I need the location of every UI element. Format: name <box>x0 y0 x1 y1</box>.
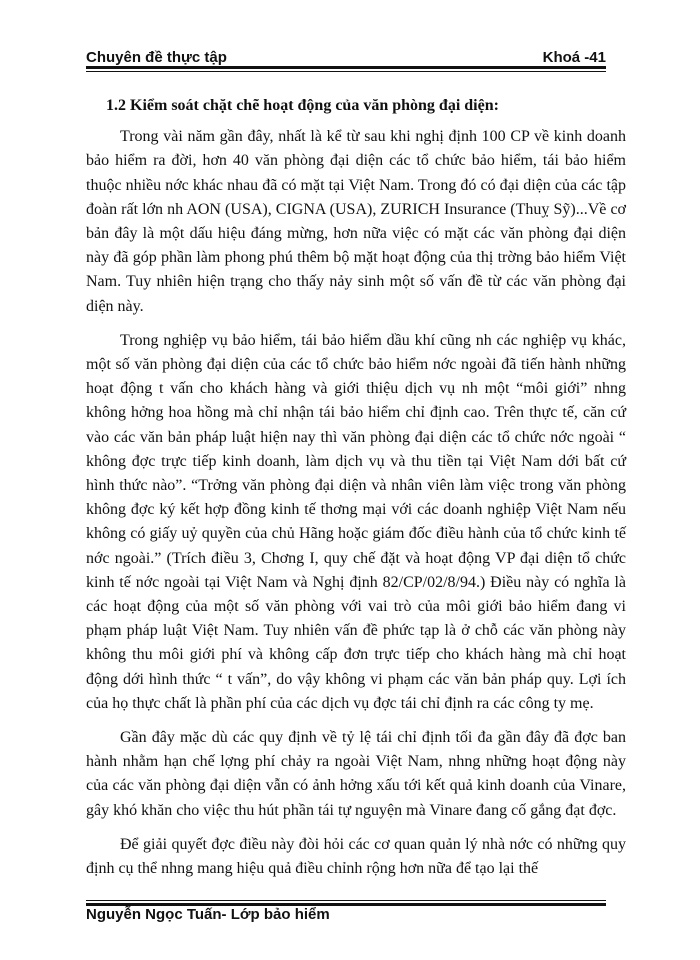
page-header <box>86 40 606 66</box>
header-rule-thin <box>86 71 606 72</box>
header-course: Khoá -41 <box>542 49 606 66</box>
footer-rule-thin <box>86 900 606 901</box>
paragraph: Trong nghiệp vụ bảo hiểm, tái bảo hiểm dầu khí cũng nh các nghiệp vụ khác, một số văn phòng đại diện của các tổ chức bảo hiểm nớc ngoài đã tiến hành những hoạt động t vấn cho khách hàng và giới thiệu dịch vụ nh một “môi giới” nhng không hởng hoa hồng mà chỉ nhận tái bảo hiểm chỉ định cao. Trên thực tế, căn cứ vào các văn bản pháp luật hiện nay thì văn phòng đại diện các tổ chức nớc ngoài “ không đợc trực tiếp kinh doanh, làm dịch vụ và thu tiền tại Việt Nam dới bất cứ hình thức nào”. “Trởng văn phòng đại diện và nhân viên làm việc trong văn phòng không đợc ký kết hợp đồng kinh tế thơng mại với các doanh nghiệp Việt Nam nếu không có giấy uỷ quyền của chủ Hãng hoặc giám đốc điều hành của tổ chức kinh tế nớc ngoài.” (Trích điều 3, Chơng I, quy chế đặt và hoạt động VP đại diện tổ chức kinh tế nớc ngoài tại Việt Nam và Nghị định 82/CP/02/8/94.) Điều này có nghĩa là các hoạt động của một số văn phòng với vai trò của môi giới bảo hiểm đang vi phạm pháp luật Việt Nam. Tuy nhiên vấn đề phức tạp là ở chỗ các văn phòng này không thu môi giới phí và không cấp đơn trực tiếp cho khách hàng mà chỉ hoạt động dới hình thức “ t vấn”, do vậy không vi phạm các văn bản pháp quy. Lợi ích của họ thực chất là phần phí của các dịch vụ đợc tái chỉ định ra các công ty mẹ. <box>86 331 626 712</box>
section-heading: 1.2 Kiểm soát chặt chẽ hoạt động của văn phòng đại diện: <box>106 97 499 114</box>
header-rule-thick <box>86 66 606 69</box>
header-title: Chuyên đề thực tập <box>86 49 227 66</box>
paragraph: Để giải quyết đợc điều này đòi hỏi các cơ quan quản lý nhà nớc có những quy định cụ thể nhng mang hiệu quả điều chỉnh rộng hơn nữa để tạo lại thế <box>86 835 626 878</box>
page-footer: Nguyễn Ngọc Tuấn- Lớp bảo hiểm <box>86 906 330 923</box>
page-content <box>86 94 626 891</box>
paragraph: Gần đây mặc dù các quy định về tỷ lệ tái chỉ định tối đa gần đây đã đợc ban hành nhằm hạn chế lợng phí chảy ra ngoài Việt Nam, nhng những hoạt động này của các văn phòng đại diện vẫn có ảnh hởng xấu tới kết quả kinh doanh của Vinare, gây khó khăn cho việc thu hút phần tái tự nguyện mà Vinare đang cố gắng đạt đợc. <box>86 729 626 819</box>
paragraph: Trong vài năm gần đây, nhất là kể từ sau khi nghị định 100 CP về kinh doanh bảo hiểm ra đời, hơn 40 văn phòng đại diện các tổ chức bảo hiểm, tái bảo hiểm thuộc nhiều nớc khác nhau đã có mặt tại Việt Nam. Trong đó có đại diện của các tập đoàn rất lớn nh AON (USA), CIGNA (USA), ZURICH Insurance (Thuỵ Sỹ)...Về cơ bản đây là một dấu hiệu đáng mừng, hơn nữa việc có mặt các văn phòng đại diện này đã góp phần làm phong phú thêm bộ mặt hoạt động của thị trờng bảo hiểm Việt Nam. Tuy nhiên hiện trạng cho thấy nảy sinh một số vấn đề từ các văn phòng đại diện này. <box>86 128 626 315</box>
